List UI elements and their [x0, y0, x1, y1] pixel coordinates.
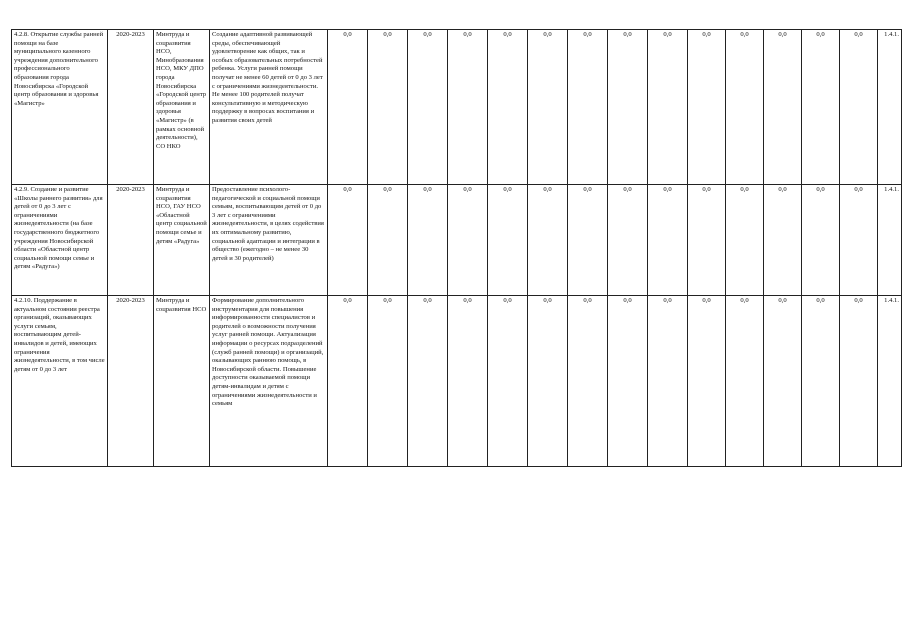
result-cell	[210, 30, 328, 185]
funding-value-cell	[764, 185, 802, 296]
funding-value-cell-text: 0,0	[854, 297, 863, 304]
funding-value-cell-text: 0,0	[463, 186, 472, 193]
funding-value-cell-text: 0,0	[343, 31, 352, 38]
funding-value-cell	[802, 30, 840, 185]
funding-value-cell-text: 0,0	[854, 31, 863, 38]
measure-name-cell	[12, 30, 108, 185]
indicator-code-cell	[878, 30, 902, 185]
indicator-code-cell-text: 1.4.1.	[884, 297, 899, 304]
indicator-code-cell	[878, 185, 902, 296]
funding-value-cell	[840, 296, 878, 467]
funding-value-cell-text: 0,0	[423, 297, 432, 304]
funding-value-cell-text: 0,0	[740, 186, 749, 193]
funding-value-cell-text: 0,0	[543, 31, 552, 38]
funding-value-cell	[648, 185, 688, 296]
executor-cell-text: Минтруда и соцразвития НСО, Минобразования НСО, МКУ ДПО города Новосибирска «Городской центр образования и здоровья «Магистр» (в рамках основной деятельности), СО НКО	[156, 31, 207, 150]
years-cell	[108, 296, 154, 467]
funding-value-cell-text: 0,0	[816, 297, 825, 304]
funding-value-cell	[488, 296, 528, 467]
funding-value-cell-text: 0,0	[702, 186, 711, 193]
executor-cell	[154, 185, 210, 296]
funding-value-cell	[448, 185, 488, 296]
funding-value-cell	[408, 296, 448, 467]
result-cell	[210, 185, 328, 296]
table-row	[12, 30, 902, 185]
funding-value-cell-text: 0,0	[583, 31, 592, 38]
funding-value-cell	[328, 30, 368, 185]
executor-cell	[154, 30, 210, 185]
indicator-code-cell-text: 1.4.1.	[884, 186, 899, 193]
result-cell-text: Предоставление психолого-педагогической и социальной помощи семьям, воспитывающим детей от 0 до 3 лет с ограничениями жизнедеятельности, в целях содействия их оптимальному развитию, социальной адаптации и интеграции в общество (ежегодно – не менее 30 детей и 30 родителей)	[212, 186, 324, 262]
funding-value-cell-text: 0,0	[740, 297, 749, 304]
funding-value-cell	[568, 185, 608, 296]
funding-value-cell	[648, 30, 688, 185]
funding-value-cell-text: 0,0	[423, 186, 432, 193]
funding-value-cell	[328, 185, 368, 296]
program-measures-table	[11, 29, 902, 467]
indicator-code-cell	[878, 296, 902, 467]
funding-value-cell	[688, 185, 726, 296]
result-cell-text: Формирование дополнительного инструментария для повышения информированности специалистов и родителей о возможности получения услуг ранней помощи. Актуализация информации о ресурсах подразделений (служб ранней помощи) и организаций, оказывающих раннюю помощь, в Новосибирской области. Повышение доступности оказываемой помощи детям-инвалидам и детям с ограничениями жизнедеятельности и семьям	[212, 297, 324, 408]
executor-cell-text: Минтруда и соцразвития НСО	[156, 297, 207, 313]
funding-value-cell-text: 0,0	[816, 186, 825, 193]
funding-value-cell-text: 0,0	[583, 297, 592, 304]
funding-value-cell-text: 0,0	[816, 31, 825, 38]
funding-value-cell	[726, 296, 764, 467]
funding-value-cell	[648, 296, 688, 467]
funding-value-cell	[488, 185, 528, 296]
funding-value-cell-text: 0,0	[543, 297, 552, 304]
result-cell	[210, 296, 328, 467]
funding-value-cell-text: 0,0	[583, 186, 592, 193]
funding-value-cell	[448, 30, 488, 185]
funding-value-cell-text: 0,0	[383, 297, 392, 304]
funding-value-cell-text: 0,0	[383, 186, 392, 193]
indicator-code-cell-text: 1.4.1.	[884, 31, 899, 38]
executor-cell-text: Минтруда и соцразвития НСО, ГАУ НСО «Областной центр социальной помощи семье и детям «Радуга»	[156, 186, 207, 245]
funding-value-cell	[840, 30, 878, 185]
funding-value-cell-text: 0,0	[663, 297, 672, 304]
funding-value-cell	[726, 185, 764, 296]
funding-value-cell-text: 0,0	[702, 297, 711, 304]
measure-name-cell-text: 4.2.8. Открытие службы ранней помощи на базе муниципального казенного учреждения дополнительного профессионального образования города Новосибирска «Городской центр образования и здоровья «Магистр»	[14, 31, 104, 107]
funding-value-cell	[608, 185, 648, 296]
funding-value-cell	[368, 30, 408, 185]
funding-value-cell-text: 0,0	[503, 186, 512, 193]
measure-name-cell	[12, 185, 108, 296]
measure-name-cell-text: 4.2.10. Поддержание в актуальном состоянии реестра организаций, оказывающих услуги семьям, воспитывающим детей-инвалидов и детей, имеющих ограничения жизнедеятельности, в том числе детям от 0 до 3 лет	[14, 297, 105, 373]
funding-value-cell-text: 0,0	[623, 31, 632, 38]
funding-value-cell	[726, 30, 764, 185]
funding-value-cell-text: 0,0	[778, 297, 787, 304]
funding-value-cell-text: 0,0	[463, 31, 472, 38]
funding-value-cell-text: 0,0	[503, 297, 512, 304]
funding-value-cell	[608, 30, 648, 185]
funding-value-cell	[568, 296, 608, 467]
years-cell-text: 2020-2023	[116, 186, 145, 193]
funding-value-cell	[328, 296, 368, 467]
measure-name-cell-text: 4.2.9. Создание и развитие «Школы раннего развития» для детей от 0 до 3 лет с ограничениями жизнедеятельности (на базе государственного бюджетного учреждения Новосибирской области «Областной центр социальной помощи семье и детям «Радуга»)	[14, 186, 103, 271]
table-row	[12, 185, 902, 296]
funding-value-cell-text: 0,0	[343, 186, 352, 193]
table-row	[12, 296, 902, 467]
funding-value-cell-text: 0,0	[740, 31, 749, 38]
funding-value-cell	[368, 185, 408, 296]
funding-value-cell-text: 0,0	[663, 186, 672, 193]
funding-value-cell-text: 0,0	[854, 186, 863, 193]
years-cell-text: 2020-2023	[116, 297, 145, 304]
funding-value-cell	[448, 296, 488, 467]
funding-value-cell-text: 0,0	[543, 186, 552, 193]
funding-value-cell	[488, 30, 528, 185]
funding-value-cell-text: 0,0	[383, 31, 392, 38]
funding-value-cell	[688, 296, 726, 467]
funding-value-cell	[840, 185, 878, 296]
funding-value-cell	[368, 296, 408, 467]
funding-value-cell-text: 0,0	[778, 186, 787, 193]
funding-value-cell-text: 0,0	[343, 297, 352, 304]
funding-value-cell	[802, 296, 840, 467]
funding-value-cell-text: 0,0	[503, 31, 512, 38]
funding-value-cell	[688, 30, 726, 185]
funding-value-cell	[764, 296, 802, 467]
executor-cell	[154, 296, 210, 467]
funding-value-cell	[802, 185, 840, 296]
funding-value-cell-text: 0,0	[663, 31, 672, 38]
result-cell-text: Создание адаптивной развивающей среды, обеспечивающей удовлетворение как общих, так и особых образовательных потребностей ребенка. Услуги ранней помощи получат не менее 60 детей от 0 до 3 лет с ограничениями жизнедеятельности. Не менее 100 родителей получат консультативную и методическую поддержку в вопросах воспитания и развития своих детей	[212, 31, 323, 124]
funding-value-cell	[528, 30, 568, 185]
funding-value-cell	[568, 30, 608, 185]
measure-name-cell	[12, 296, 108, 467]
funding-value-cell-text: 0,0	[423, 31, 432, 38]
funding-value-cell-text: 0,0	[778, 31, 787, 38]
funding-value-cell	[608, 296, 648, 467]
funding-value-cell-text: 0,0	[702, 31, 711, 38]
funding-value-cell-text: 0,0	[623, 297, 632, 304]
funding-value-cell-text: 0,0	[463, 297, 472, 304]
funding-value-cell-text: 0,0	[623, 186, 632, 193]
funding-value-cell	[764, 30, 802, 185]
funding-value-cell	[528, 296, 568, 467]
years-cell	[108, 185, 154, 296]
years-cell	[108, 30, 154, 185]
funding-value-cell	[408, 185, 448, 296]
years-cell-text: 2020-2023	[116, 31, 145, 38]
funding-value-cell	[528, 185, 568, 296]
funding-value-cell	[408, 30, 448, 185]
